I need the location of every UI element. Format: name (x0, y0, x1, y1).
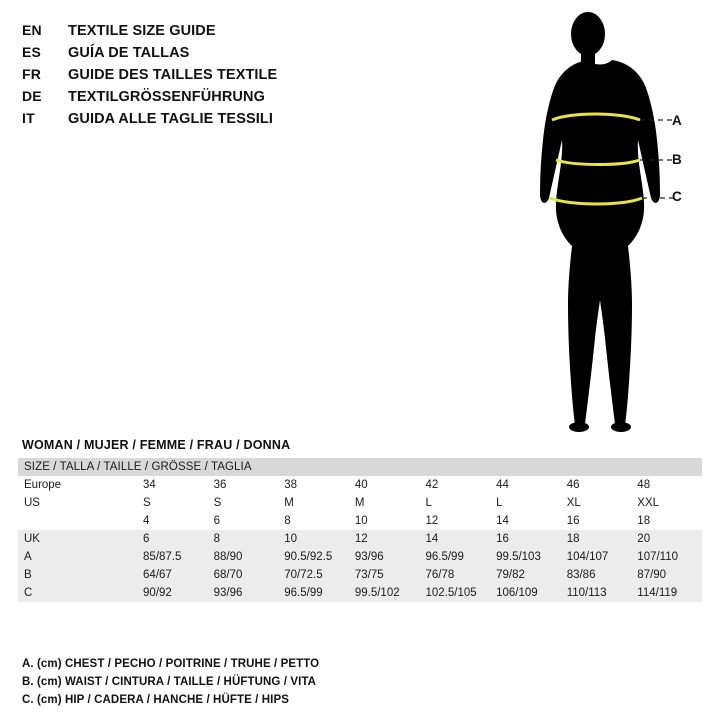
size-table-section (18, 438, 702, 602)
cell: 87/90 (637, 569, 667, 581)
cell: 114/119 (637, 587, 678, 599)
silhouette-icon (540, 12, 660, 432)
cell: 20 (637, 533, 651, 545)
footnotes (22, 655, 622, 709)
title-text-de: TEXTILGRÖSSENFÜHRUNG (68, 89, 265, 105)
footnote-chest: A. (cm) CHEST / PECHO / POITRINE / TRUHE / PETTO (22, 658, 320, 670)
cell: 40 (354, 479, 368, 491)
cell: 104/107 (566, 551, 609, 563)
row-label-a: A (24, 551, 32, 563)
title-row-fr (22, 66, 452, 86)
cell: 6 (143, 533, 150, 545)
cell: 70/72.5 (284, 569, 323, 581)
table-row (18, 494, 702, 512)
cell: 34 (143, 479, 156, 491)
table-header-label: SIZE / TALLA / TAILLE / GRÖSSE / TAGLIA (24, 461, 252, 473)
cell: 90.5/92.5 (284, 551, 333, 563)
table-row (18, 530, 702, 548)
cell: 8 (213, 533, 221, 545)
cell: 93/96 (213, 587, 243, 599)
cell: 93/96 (354, 551, 384, 563)
cell: 102.5/105 (425, 587, 477, 599)
cell: 76/78 (425, 569, 455, 581)
cell: L (496, 497, 503, 509)
cell: 18 (566, 533, 580, 545)
cell: 85/87.5 (143, 551, 182, 563)
cell: 64/67 (143, 569, 172, 581)
title-text-fr: GUIDE DES TAILLES TEXTILE (68, 67, 278, 83)
row-label-uk: UK (24, 533, 40, 545)
cell: 6 (213, 515, 221, 527)
cell: 14 (496, 515, 509, 527)
cell: 99.5/102 (354, 587, 400, 599)
cell: 96.5/99 (284, 587, 323, 599)
cell: 10 (354, 515, 368, 527)
cell: L (425, 497, 432, 509)
title-text-it: GUIDA ALLE TAGLIE TESSILI (68, 111, 273, 127)
cell: 99.5/103 (496, 551, 541, 563)
cell: 106/109 (496, 587, 538, 599)
cell: S (143, 497, 151, 509)
title-row-es (22, 44, 452, 64)
table-row (18, 584, 702, 602)
title-text-es: GUÍA DE TALLAS (68, 45, 190, 61)
title-row-en (22, 22, 452, 42)
cell: 16 (496, 533, 509, 545)
title-lang-fr: FR (22, 66, 42, 82)
cell: 68/70 (213, 569, 243, 581)
cell: 38 (284, 479, 298, 491)
title-lang-it: IT (22, 110, 35, 126)
cell: 8 (284, 515, 291, 527)
cell: M (284, 497, 294, 509)
title-block (22, 22, 452, 132)
female-silhouette-figure (500, 8, 710, 438)
table-header-row (18, 458, 702, 476)
footnote-waist: B. (cm) WAIST / CINTURA / TAILLE / HÜFTUNG / VITA (22, 676, 317, 688)
cell: 88/90 (213, 551, 243, 563)
cell: 110/113 (566, 587, 607, 599)
cell: 48 (637, 479, 651, 491)
cell: 12 (425, 515, 439, 527)
row-label-b: B (24, 569, 32, 581)
cell: 10 (284, 533, 298, 545)
cell: 46 (566, 479, 580, 491)
cell: 36 (213, 479, 227, 491)
title-text-en: TEXTILE SIZE GUIDE (68, 23, 216, 39)
table-row (18, 548, 702, 566)
cell: XL (566, 497, 581, 509)
row-label-us: US (24, 497, 40, 509)
cell: 4 (143, 515, 150, 527)
cell: 107/110 (637, 551, 679, 563)
cell: 73/75 (354, 569, 384, 581)
measure-label-c: C (672, 189, 682, 204)
cell: 18 (637, 515, 651, 527)
cell: 96.5/99 (425, 551, 464, 563)
size-table (18, 458, 702, 602)
table-row (18, 512, 702, 530)
measure-label-b: B (672, 152, 682, 167)
title-lang-es: ES (22, 44, 42, 60)
cell: S (213, 497, 222, 509)
row-label-europe: Europe (24, 479, 62, 491)
cell: 12 (354, 533, 368, 545)
row-label-us-numeric (18, 512, 137, 530)
cell: 79/82 (496, 569, 525, 581)
cell: 90/92 (143, 587, 172, 599)
footnote-hip: C. (cm) HIP / CADERA / HANCHE / HÜFTE / HIPS (22, 694, 290, 706)
cell: 16 (566, 515, 580, 527)
measure-label-a: A (672, 113, 682, 128)
cell: 42 (425, 479, 439, 491)
cell: 83/86 (566, 569, 596, 581)
title-row-it (22, 110, 452, 130)
table-row (18, 476, 702, 494)
cell: M (354, 497, 365, 509)
title-lang-en: EN (22, 22, 42, 38)
table-row (18, 566, 702, 584)
cell: XXL (637, 497, 660, 509)
title-lang-de: DE (22, 88, 42, 104)
cell: 14 (425, 533, 439, 545)
row-label-c: C (24, 587, 33, 599)
title-row-de (22, 88, 452, 108)
group-title: WOMAN / MUJER / FEMME / FRAU / DONNA (22, 438, 291, 452)
cell: 44 (496, 479, 509, 491)
